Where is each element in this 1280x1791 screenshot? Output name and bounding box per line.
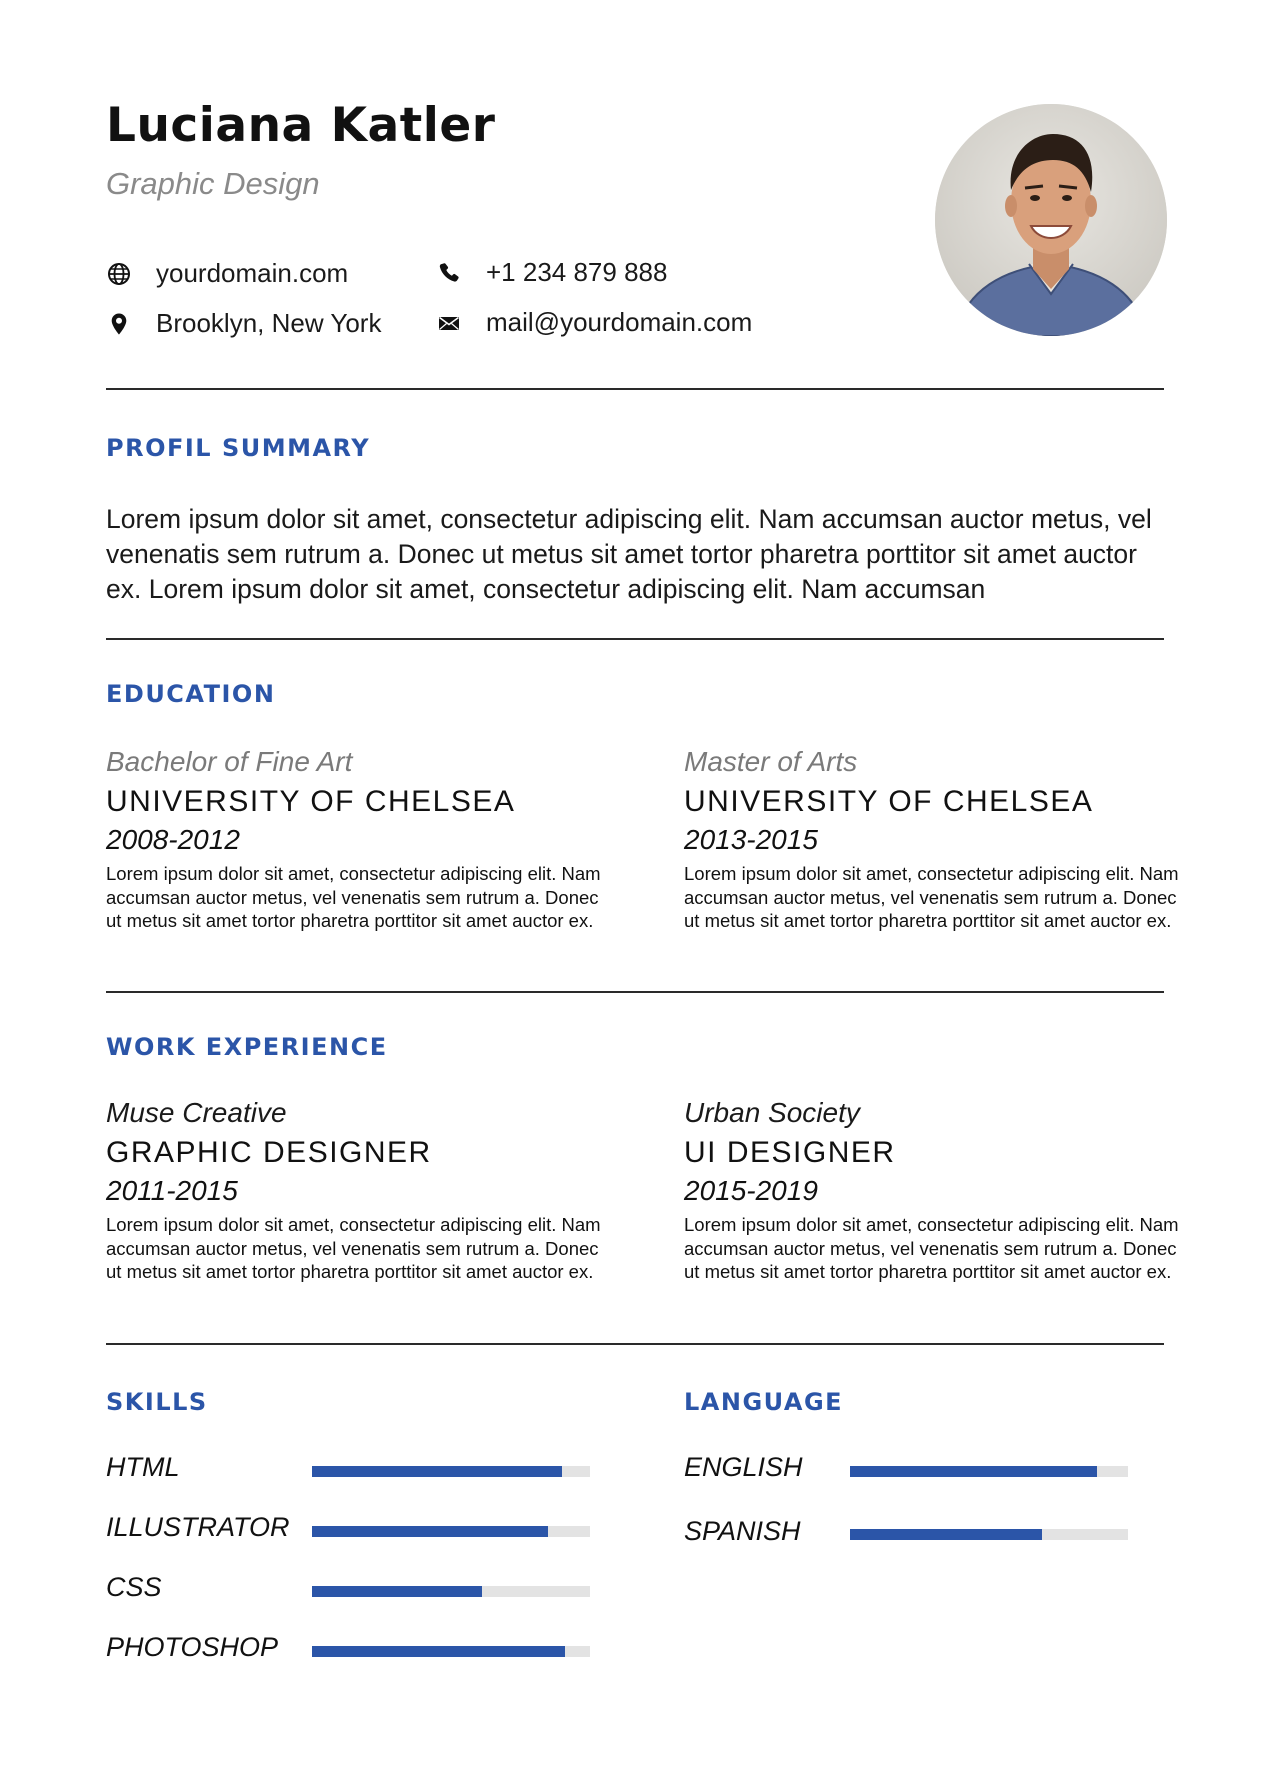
divider [106,638,1164,640]
description: Lorem ipsum dolor sit amet, consectetur adipiscing elit. Nam accumsan auctor metus, vel venenatis sem rutrum a. Donec ut metus sit amet tortor pharetra porttitor sit amet auctor ex. [684,1214,1179,1282]
education-title: EDUCATION [106,680,276,708]
school: UNIVERSITY OF CHELSEA [684,785,1094,818]
language-bar [850,1466,1128,1477]
description: Lorem ipsum dolor sit amet, consectetur adipiscing elit. Nam accumsan auctor metus, vel venenatis sem rutrum a. Donec ut metus sit amet tortor pharetra porttitor sit amet auctor ex. [106,863,601,931]
company: Muse Creative [106,1097,287,1128]
degree: Master of Arts [684,746,858,777]
language-bar-fill [850,1466,1097,1477]
skills-title: SKILLS [106,1388,208,1416]
years: 2008-2012 [106,824,240,855]
skill-label: ILLUSTRATOR [106,1512,290,1542]
phone-icon [436,260,462,286]
language-bar [850,1529,1128,1540]
education-entry [684,744,1184,933]
skill-bar [312,1526,590,1537]
skill-bar [312,1466,590,1477]
location-pin-icon [106,311,132,337]
position: UI DESIGNER [684,1136,896,1169]
website-text: yourdomain.com [156,258,349,288]
work-entry [106,1095,606,1284]
language-title: LANGUAGE [684,1388,844,1416]
divider [106,388,1164,390]
skill-bar-fill [312,1586,482,1597]
candidate-name: Luciana Katler [106,98,496,153]
language-label: ENGLISH [684,1452,803,1482]
email-text: mail@yourdomain.com [486,307,753,337]
mail-icon [436,310,462,336]
summary-text: Lorem ipsum dolor sit amet, consectetur adipiscing elit. Nam accumsan auctor metus, vel venenatis sem rutrum a. Donec ut metus sit amet tortor pharetra porttitor sit amet auctor ex. Lorem ipsum dolor sit amet, consectetur adipiscing elit. Nam accumsan [106,504,1152,604]
phone-text: +1 234 879 888 [486,257,668,287]
divider [106,991,1164,993]
years: 2015-2019 [684,1175,818,1206]
skill-bar-fill [312,1646,565,1657]
skill-bar [312,1646,590,1657]
location-text: Brooklyn, New York [156,308,382,338]
skill-bar-fill [312,1526,548,1537]
skill-bar [312,1586,590,1597]
language-label: SPANISH [684,1516,801,1546]
contact-phone[interactable] [436,257,667,288]
work-entry [684,1095,1184,1284]
years: 2011-2015 [106,1175,238,1206]
position: GRAPHIC DESIGNER [106,1136,432,1169]
company: Urban Society [684,1097,860,1128]
skill-label: HTML [106,1452,180,1482]
education-entry [106,744,606,933]
description: Lorem ipsum dolor sit amet, consectetur adipiscing elit. Nam accumsan auctor metus, vel venenatis sem rutrum a. Donec ut metus sit amet tortor pharetra porttitor sit amet auctor ex. [106,1214,601,1282]
skill-bar-fill [312,1466,562,1477]
skill-label: CSS [106,1572,162,1602]
school: UNIVERSITY OF CHELSEA [106,785,516,818]
globe-icon [106,261,132,287]
description: Lorem ipsum dolor sit amet, consectetur adipiscing elit. Nam accumsan auctor metus, vel venenatis sem rutrum a. Donec ut metus sit amet tortor pharetra porttitor sit amet auctor ex. [684,863,1179,931]
years: 2013-2015 [684,824,818,855]
language-bar-fill [850,1529,1042,1540]
divider [106,1343,1164,1345]
candidate-role: Graphic Design [106,166,320,201]
degree: Bachelor of Fine Art [106,746,353,777]
work-title: WORK EXPERIENCE [106,1033,388,1061]
profile-photo [935,104,1167,336]
summary-title: PROFIL SUMMARY [106,434,371,462]
contact-location [106,308,381,339]
contact-email[interactable] [436,307,752,338]
contact-website[interactable] [106,258,348,289]
skill-label: PHOTOSHOP [106,1632,279,1662]
